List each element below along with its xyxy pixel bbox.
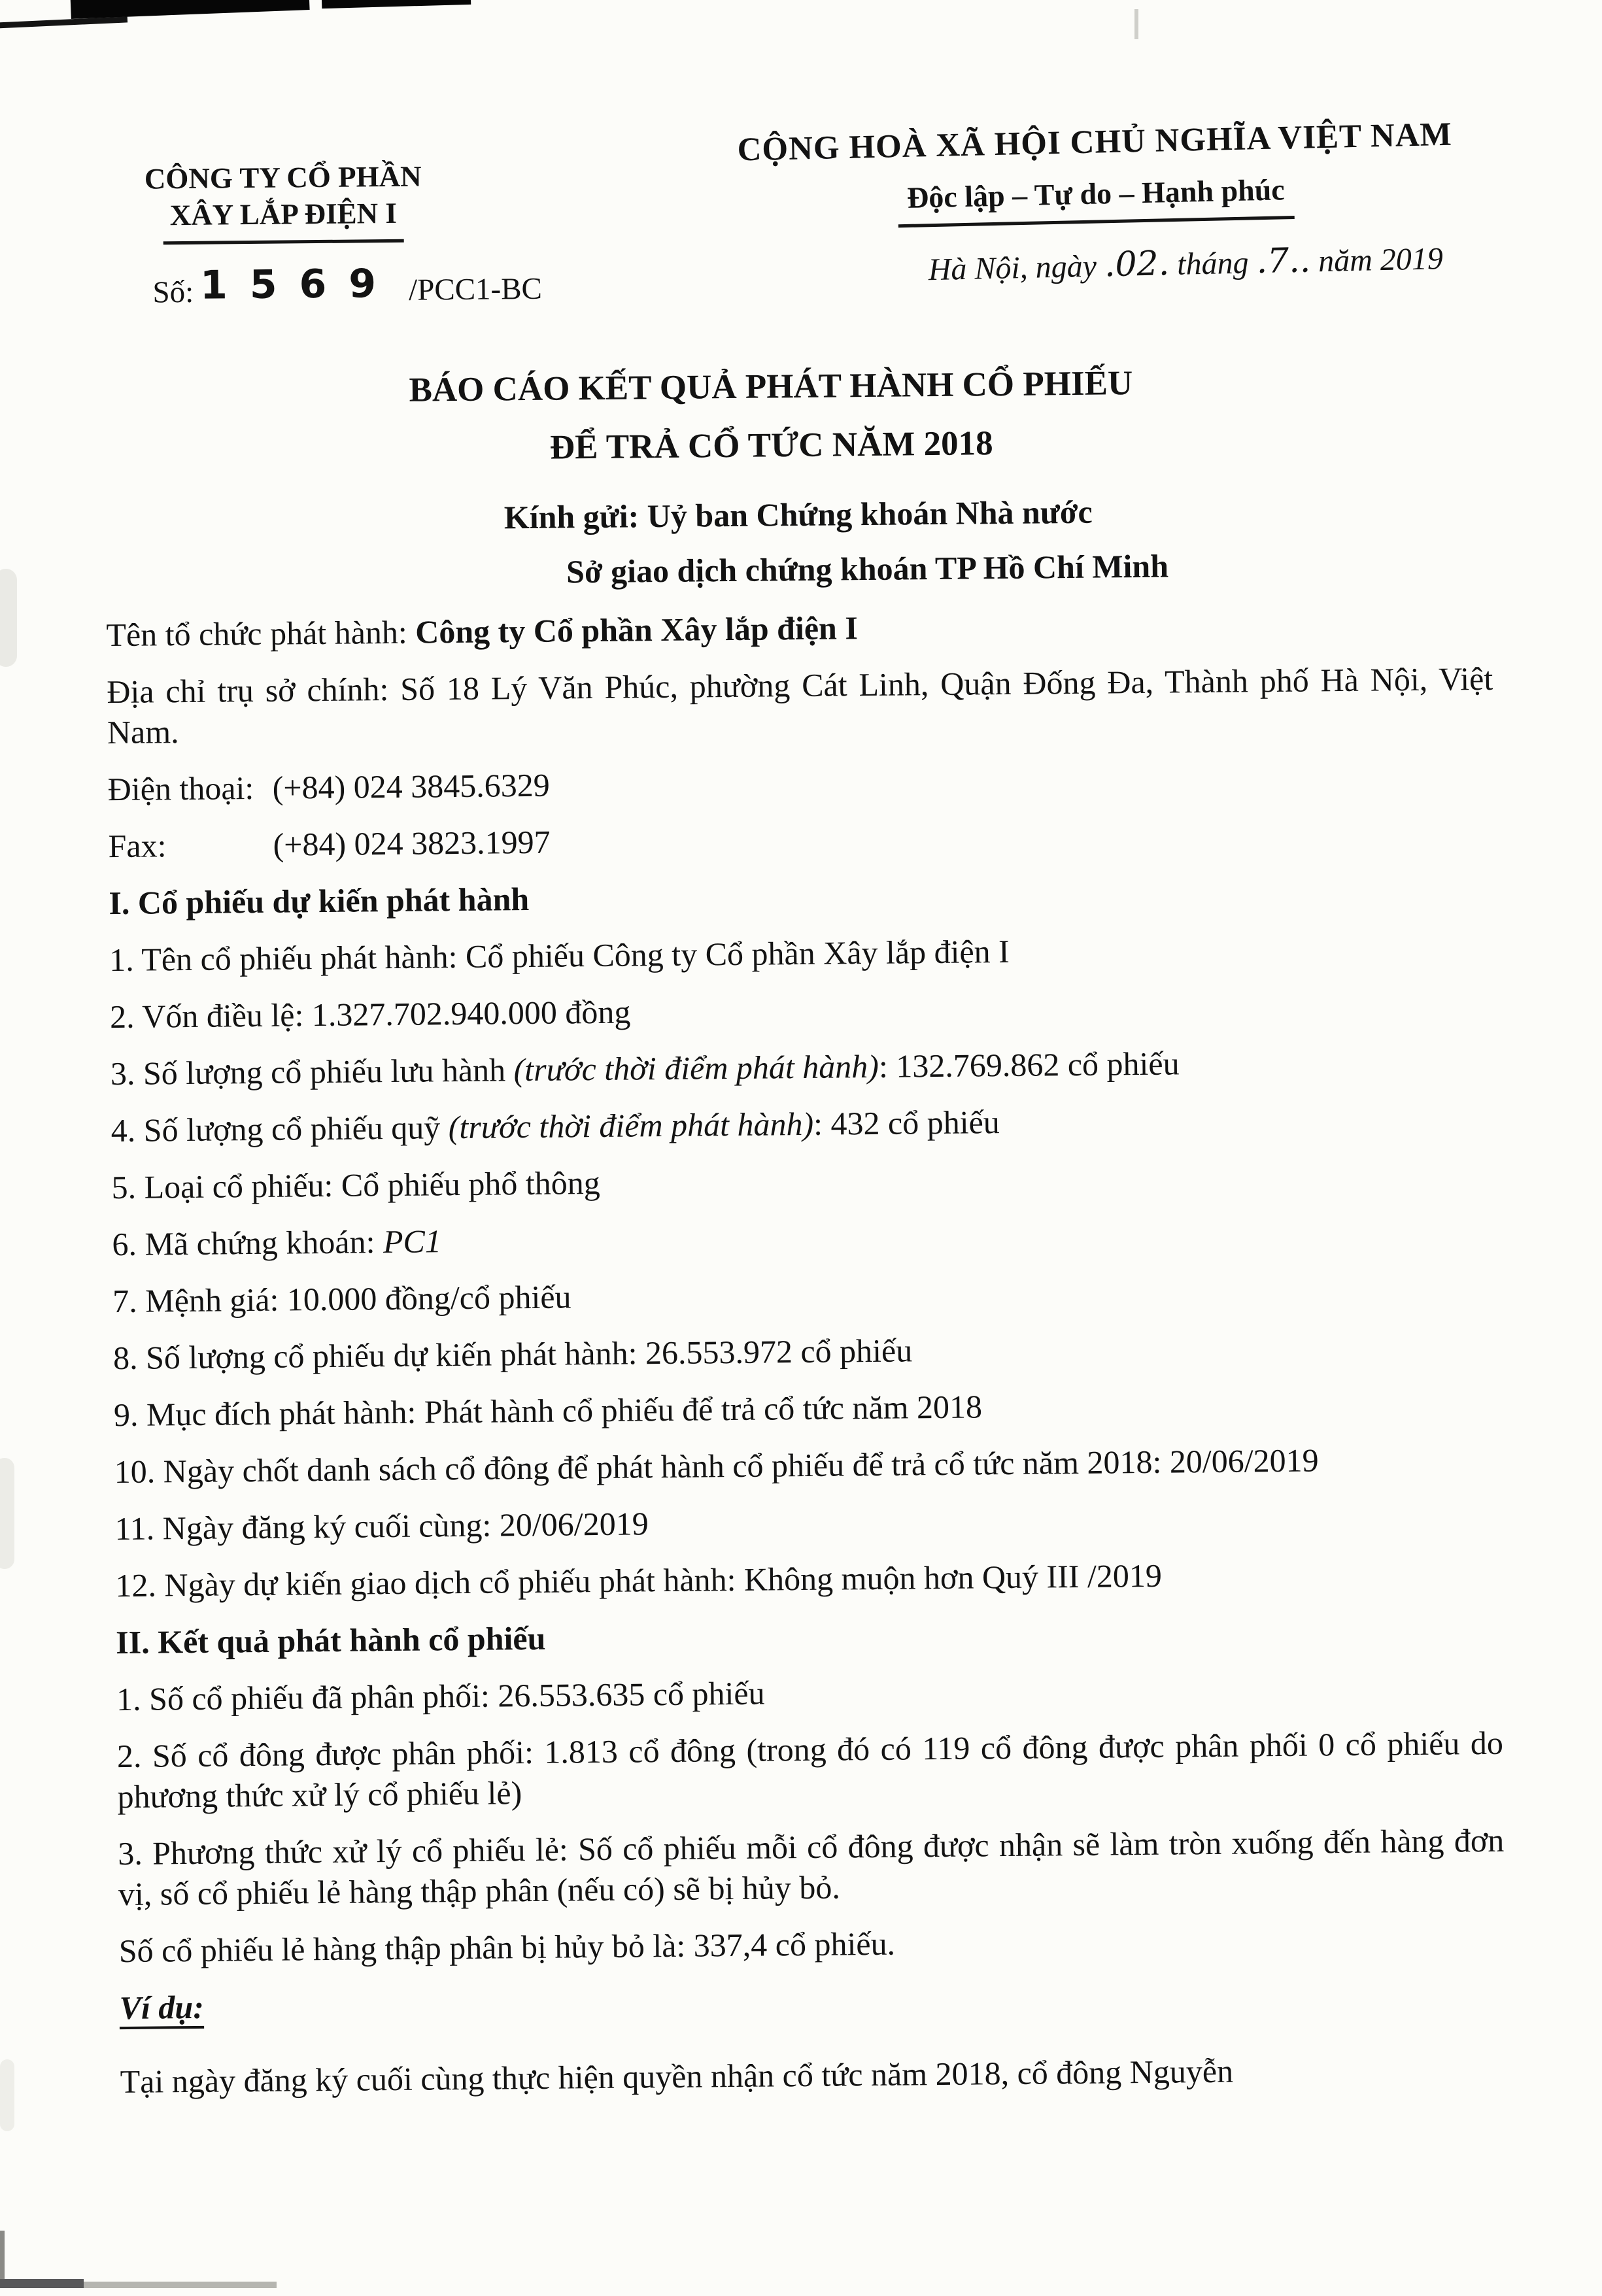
- example-label: Ví dụ:: [119, 1988, 205, 2027]
- s1-item-6: [112, 1211, 1498, 1264]
- s1-item-1: 1. Tên cổ phiếu phát hành: Cổ phiếu Công ty Cổ phần Xây lắp điện I: [109, 932, 1010, 979]
- s1-item-3-post: : 132.769.862 cổ phiếu: [878, 1045, 1180, 1085]
- document-number-suffix: /PCC1-BC: [408, 271, 543, 307]
- document-body: [104, 360, 1507, 2118]
- phone-line: [107, 756, 1493, 809]
- company-name-line1: CÔNG TY CỔ PHẦN: [144, 160, 422, 195]
- issuer-address-line: Địa chỉ trụ sở chính: Số 18 Lý Văn Phúc, phường Cát Linh, Quận Đống Đa, Thành phố Hà Nội, Việt Nam.: [107, 660, 1493, 751]
- recipient-line1: Kính gửi: Uỷ ban Chứng khoán Nhà nước: [503, 493, 1093, 536]
- s1-item-11: 11. Ngày đăng ký cuối cùng: 20/06/2019: [114, 1505, 649, 1547]
- date-prefix: Hà Nội, ngày: [928, 248, 1105, 288]
- title-line2: ĐỂ TRẢ CỔ TỨC NĂM 2018: [549, 424, 993, 467]
- fax-label: Fax:: [108, 827, 167, 865]
- example-label-line: [119, 1974, 1505, 2028]
- s2-item-4: Số cổ phiếu lẻ hàng thập phân bị hủy bỏ là: 337,4 cổ phiếu.: [118, 1925, 896, 1970]
- s1-item-8: 8. Số lượng cổ phiếu dự kiến phát hành: 26.553.972 cổ phiếu: [112, 1332, 913, 1377]
- s2-item-1: 1. Số cổ phiếu đã phân phối: 26.553.635 cổ phiếu: [116, 1674, 765, 1718]
- s2-item-2: 2. Số cổ đông được phân phối: 1.813 cổ đông (trong đó có 119 cổ đông được phân phối 0 cổ phiếu do phương thức xử lý cổ phiếu lẻ): [116, 1724, 1504, 1815]
- s1-item-5: 5. Loại cổ phiếu: Cổ phiếu phổ thông: [111, 1164, 600, 1206]
- national-motto: Độc lập – Tự do – Hạnh phúc: [898, 172, 1295, 228]
- s1-item-4-pre: 4. Số lượng cổ phiếu quỹ: [111, 1109, 449, 1149]
- date-suffix: năm 2019: [1310, 241, 1444, 279]
- s1-item-3-italic: (trước thời điểm phát hành): [513, 1047, 879, 1089]
- letterhead-company-block: [136, 158, 431, 245]
- recipient-line2: Sở giao dịch chứng khoán TP Hồ Chí Minh: [566, 547, 1169, 590]
- issuer-name-line: [106, 601, 1492, 655]
- example-text-line: Tại ngày đăng ký cuối cùng thực hiện quyền nhận cổ tức năm 2018, cổ đông Nguyễn: [120, 2052, 1234, 2101]
- document-number-line: [152, 260, 543, 312]
- date-month-handwritten: .7..: [1255, 241, 1311, 282]
- document-title: [78, 360, 1465, 472]
- section2-heading: II. Kết quả phát hành cổ phiếu: [115, 1619, 546, 1661]
- national-title: CỘNG HOÀ XÃ HỘI CHỦ NGHĨA VIỆT NAM: [737, 116, 1453, 169]
- national-header-block: [683, 114, 1510, 294]
- document-number-stamp: 1569: [199, 260, 399, 309]
- s1-item-4-post: : 432 cổ phiếu: [813, 1104, 1000, 1142]
- company-name-underlined: XÂY LẮP ĐIỆN I: [163, 195, 403, 245]
- s1-item-4: [111, 1097, 1497, 1151]
- section1-heading: I. Cổ phiếu dự kiến phát hành: [109, 880, 530, 922]
- s1-item-6-italic: PC1: [383, 1223, 442, 1260]
- phone-label: Điện thoại:: [107, 769, 254, 808]
- company-name-line2: [136, 194, 431, 245]
- date-line: [774, 235, 1598, 292]
- s1-item-4-italic: (trước thời điểm phát hành): [448, 1105, 814, 1146]
- s1-item-9: 9. Mục đích phát hành: Phát hành cổ phiếu để trả cổ tức năm 2018: [113, 1388, 983, 1434]
- s1-item-3: [111, 1040, 1497, 1094]
- date-mid: tháng: [1168, 245, 1257, 282]
- body-text: [106, 601, 1507, 2102]
- s1-item-3-pre: 3. Số lượng cổ phiếu lưu hành: [110, 1051, 514, 1092]
- fax-line: [108, 813, 1494, 866]
- s1-item-2: 2. Vốn điều lệ: 1.327.702.940.000 đồng: [109, 993, 631, 1036]
- recipients-block: [105, 488, 1492, 596]
- issuer-label: Tên tổ chức phát hành:: [106, 613, 416, 654]
- s1-item-10: 10. Ngày chốt danh sách cổ đông để phát hành cổ phiếu để trả cổ tức năm 2018: 20/06/2019: [114, 1442, 1319, 1491]
- phone-value: (+84) 024 3845.6329: [272, 766, 550, 806]
- date-day-handwritten: .02.: [1104, 244, 1170, 285]
- title-line1: BÁO CÁO KẾT QUẢ PHÁT HÀNH CỔ PHIẾU: [409, 364, 1133, 409]
- s1-item-12: 12. Ngày dự kiến giao dịch cổ phiếu phát hành: Không muộn hơn Quý III /2019: [115, 1557, 1163, 1604]
- s1-item-6-pre: 6. Mã chứng khoán:: [112, 1223, 384, 1263]
- s1-item-7: 7. Mệnh giá: 10.000 đồng/cổ phiếu: [112, 1278, 571, 1320]
- fax-value: (+84) 024 3823.1997: [273, 823, 551, 863]
- document-number-label: Số:: [152, 275, 194, 310]
- issuer-name: Công ty Cổ phần Xây lắp điện I: [415, 609, 859, 650]
- s2-item-3: 3. Phương thức xử lý cổ phiếu lẻ: Số cổ phiếu mỗi cổ đông được nhận sẽ làm tròn xuống đến hàng đơn vị, số cổ phiếu lẻ hàng thập phân (nếu có) sẽ bị hủy bỏ.: [118, 1821, 1505, 1913]
